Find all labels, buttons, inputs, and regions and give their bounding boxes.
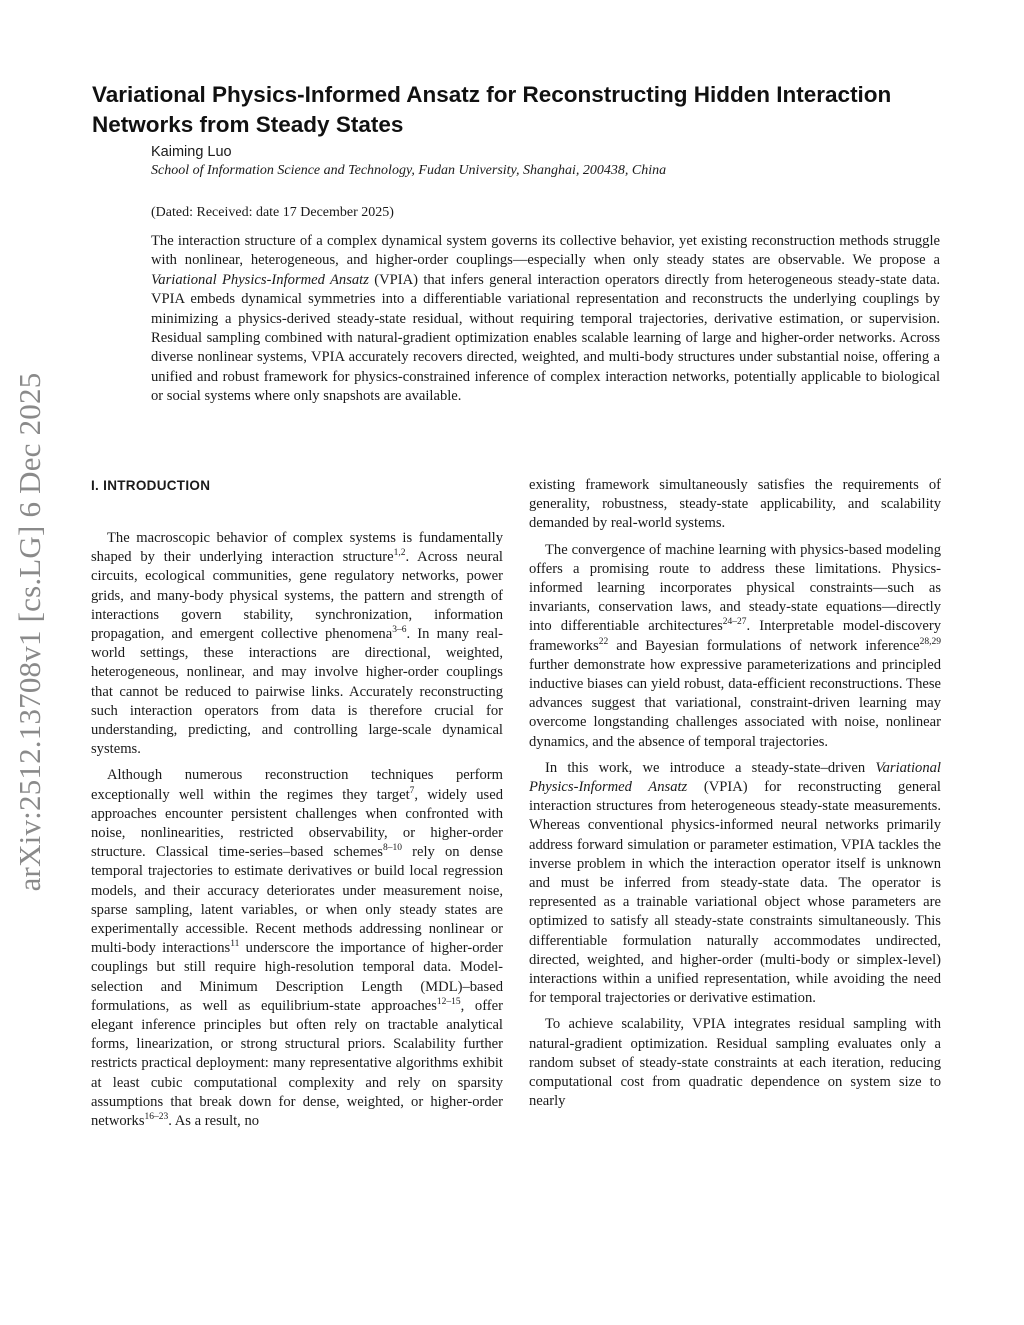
abstract — [151, 232, 940, 407]
citation: 7 — [409, 785, 415, 796]
paragraph-text: further demonstrate how expressive parameterizations and principled inductive biases can yield robust, data-efficient reconstructions. These advances suggest that variational, constraint-driven learning may overcome longstanding challenges associated with noise, nonlinear dynamics, and the absence of temporal trajectories. — [529, 656, 941, 750]
dated-line: (Dated: Received: date 17 December 2025) — [151, 205, 394, 220]
citation: 12–15 — [436, 997, 461, 1008]
paragraph-text: underscore the importance of higher-order couplings but still require high-resolution temporal data. Model-selection and Minimum Description Length (MDL)–based formulations, as well as equilibrium-state approaches — [91, 940, 504, 1014]
citation: 16–23 — [144, 1112, 169, 1123]
citation: 8–10 — [382, 843, 402, 854]
abstract-method-name: Variational Physics-Informed Ansatz — [151, 271, 369, 288]
paragraph — [529, 759, 941, 1009]
author-affiliation: School of Information Science and Technology, Fudan University, Shanghai, 200438, China — [151, 163, 667, 178]
paper-title: Variational Physics-Informed Ansatz for Reconstructing Hidden Interaction Networks from Steady States — [92, 82, 892, 137]
paragraph-text: (VPIA) for reconstructing general interaction structures from heterogeneous steady-state measurements. Whereas conventional physics-informed neural networks primarily address forward simulation or parameter estimation, VPIA tackles the inverse problem in which the interaction operator itself is unknown and must be inferred from steady-state data. The operator is represented as a trainable variational object whose parameters are optimized to satisfy all steady-state constraints simultaneously. This differentiable formulation naturally accommodates undirected, directed, weighted, and higher-order (multi-body or simplex-level) interactions within a unified representation, while avoiding the need for temporal trajectories or derivative estimation. — [529, 779, 941, 1007]
citation: 24–27 — [722, 617, 747, 628]
paragraph-text: , offer elegant inference principles but often rely on tractable analytical forms, linearization, or strong structural priors. Scalability further restricts practical deployment: many representative algorithms exhibit at least cubic computational complexity and rely on sparsity assumptions that break down for dense, weighted, or higher-order networks — [91, 997, 503, 1130]
paragraph-text: . Across neural circuits, ecological communities, gene regulatory networks, power grids, and many-body physical systems, the pattern and strength of interactions govern stability, synchronization, information propagation, and emergent collective phenomena — [91, 549, 503, 643]
citation: 1,2 — [393, 548, 406, 559]
abstract-text: (VPIA) that infers general interaction operators directly from heterogeneous steady-state data. VPIA embeds dynamical symmetries into a differentiable variational representation and reconstructs the underlying couplings by minimizing a physics-derived steady-state residual, without requiring temporal trajectories, derivative estimation, or supervision. Residual sampling combined with natural-gradient optimization enables scalable learning of large and higher-order networks. Across diverse nonlinear systems, VPIA accurately recovers directed, weighted, and multi-body structures under substantial noise, offering a unified and robust framework for physics-constrained inference of complex interaction networks, potentially applicable to biological or social systems where only snapshots are available. — [151, 271, 940, 405]
paragraph-text: . As a result, no — [168, 1113, 260, 1130]
paragraph-text: and Bayesian formulations of network inference — [608, 637, 920, 654]
paragraph — [91, 529, 503, 759]
citation: 11 — [230, 939, 240, 950]
author-name: Kaiming Luo — [151, 144, 232, 160]
paragraph-continued: existing framework simultaneously satisfies the requirements of generality, robustness, steady-state applicability, and scalability demanded by real-world systems. — [529, 477, 941, 532]
arxiv-identifier-stamp: arXiv:2512.13708v1 [cs.LG] 6 Dec 2025 — [12, 372, 47, 892]
paragraph-text: In this work, we introduce a steady-state–driven — [545, 759, 876, 776]
citation: 22 — [598, 636, 609, 647]
method-name: Variational Physics-Informed Ansatz — [529, 759, 941, 796]
left-column — [91, 476, 503, 1138]
citation: 28,29 — [919, 636, 941, 647]
paragraph: To achieve scalability, VPIA integrates residual sampling with natural-gradient optimization. Residual sampling evaluates only a random subset of steady-state constraints at each iteration, reducing computational cost from quadratic dependence on system size to nearly — [529, 1016, 941, 1110]
paragraph — [529, 541, 941, 752]
paragraph-text: Although numerous reconstruction techniques perform exceptionally well within the regimes they target — [91, 767, 503, 803]
abstract-text: The interaction structure of a complex dynamical system governs its collective behavior, yet existing reconstruction methods struggle with nonlinear, heterogeneous, and higher-order couplings—especially when only steady states are observable. We propose a — [151, 233, 940, 269]
paragraph — [91, 766, 503, 1131]
paragraph-text: . Interpretable model-discovery frameworks — [529, 618, 941, 654]
paragraph-text: . In many real-world settings, these interactions are directional, weighted, heterogeneous, nonlinear, and may involve higher-order couplings that cannot be reduced to pairwise links. Accurately reconstructing such interaction operators from data is therefore crucial for understanding, predicting, and controlling large-scale dynamical systems. — [91, 626, 503, 758]
paragraph-text: The macroscopic behavior of complex systems is fundamentally shaped by their underlying interaction structure — [91, 530, 503, 566]
paragraph-text: rely on dense temporal trajectories to estimate derivatives or build local regression models, and their accuracy deteriorates under measurement noise, sparse sampling, latent variables, or when only steady states are experimentally accessible. Recent methods addressing nonlinear or multi-body interactions — [91, 844, 503, 957]
paragraph-text: The convergence of machine learning with physics-based modeling offers a promising route to address these limitations. Physics-informed learning incorporates physical constraints—such as invariants, conservation laws, and steady-state equations—directly into differentiable architectures — [529, 541, 941, 635]
paragraph-text: , widely used approaches encounter persistent challenges when confronted with noise, nonlinearities, restricted observability, or higher-order structure. Classical time-series–based schemes — [91, 786, 503, 861]
citation: 3–6 — [392, 625, 407, 636]
right-column — [529, 476, 941, 1119]
section-heading: I. INTRODUCTION — [91, 478, 211, 493]
